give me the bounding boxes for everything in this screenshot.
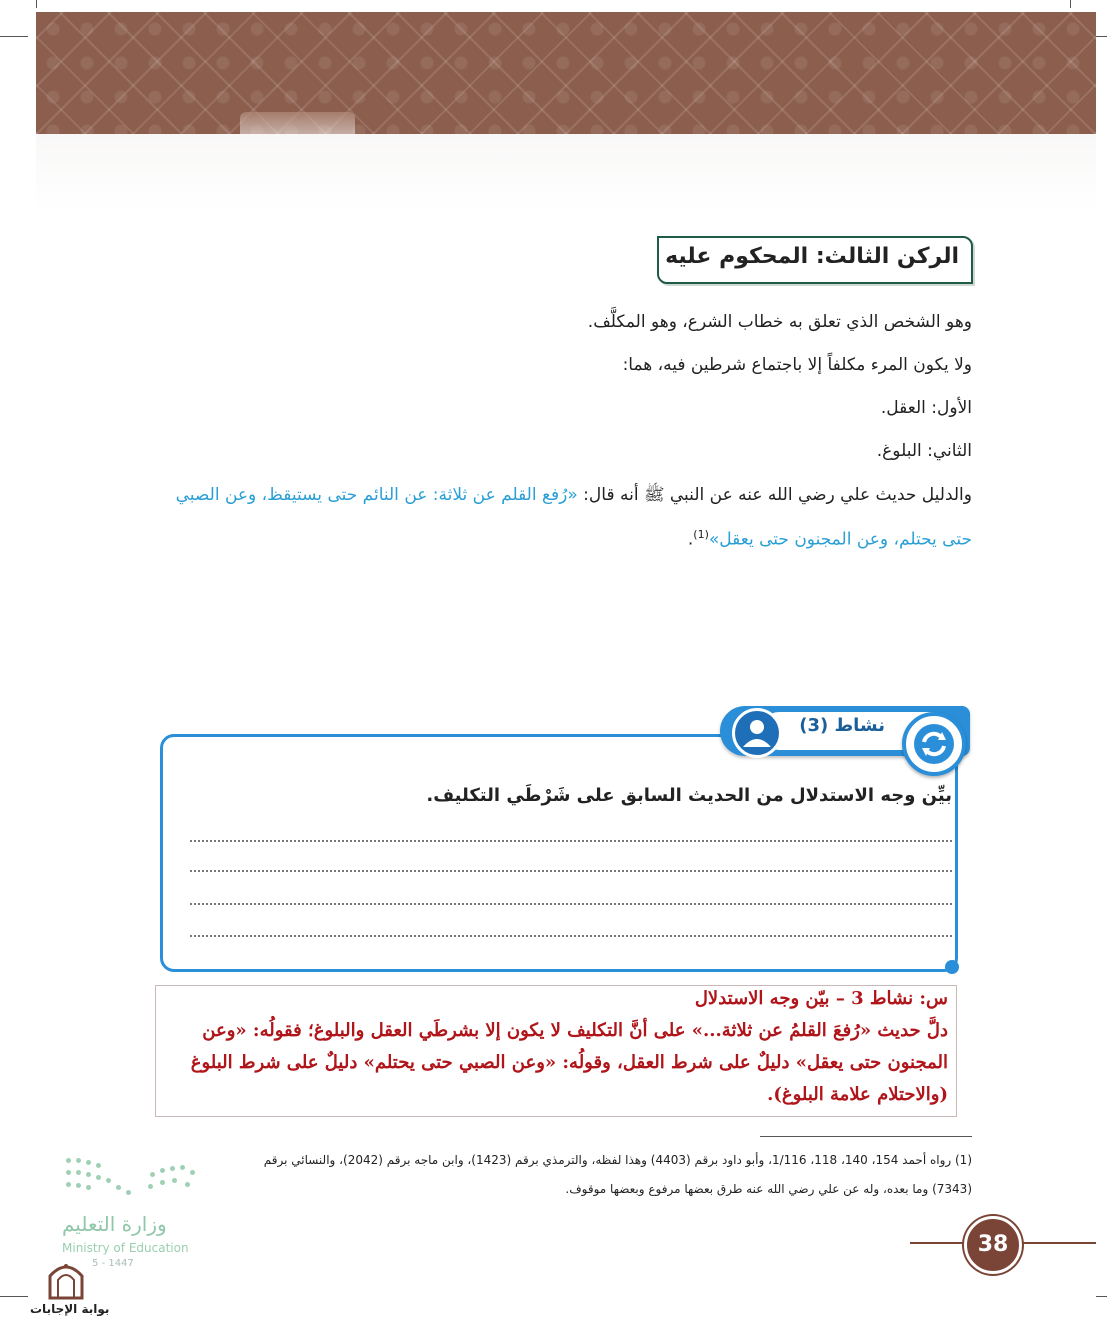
hadith-text: «رُفع القلم عن ثلاثة: عن النائم حتى يستيقظ، وعن الصبي xyxy=(175,485,578,505)
page-number-line xyxy=(910,1242,964,1244)
body-line: الأول: العقل. xyxy=(880,398,972,418)
crop-mark xyxy=(36,0,37,8)
section-title-box xyxy=(657,236,973,284)
crop-mark xyxy=(0,1296,28,1297)
answer-dotted-line[interactable] xyxy=(190,870,952,872)
answer-box xyxy=(155,985,957,1117)
page-number-line xyxy=(1020,1242,1096,1244)
body-text: والدليل حديث علي رضي الله عنه عن النبي ﷺ أنه قال: xyxy=(577,485,972,505)
body-line: الثاني: البلوغ. xyxy=(876,441,972,461)
hadith-line xyxy=(176,484,972,509)
hadith-text: حتى يحتلم، وعن المجنون حتى يعقل» xyxy=(708,529,972,550)
activity-question: بيِّن وجه الاستدلال من الحديث السابق على شَرْطَي التكليف. xyxy=(426,785,952,806)
ministry-name-ar: وزارة التعليم xyxy=(62,1212,167,1236)
refresh-icon xyxy=(902,712,966,776)
activity-title: نشاط (3) xyxy=(799,715,885,736)
answer-dotted-line[interactable] xyxy=(190,935,952,937)
answer-line: س: نشاط 3 – بيّن وجه الاستدلال xyxy=(694,988,948,1009)
body-line: ولا يكون المرء مكلفاً إلا باجتماع شرطين فيه، هما: xyxy=(622,355,972,375)
footnote-rule xyxy=(760,1136,972,1137)
answer-dotted-line[interactable] xyxy=(190,903,952,905)
portal-watermark: بوابة الإجابات xyxy=(30,1302,110,1316)
mosque-logo-icon xyxy=(46,1258,86,1300)
textbook-page xyxy=(36,12,1096,1317)
footnote-line: (7343) وما بعده، وله عن علي رضي الله عنه طرق بعضها مرفوع وبعضها موقوف. xyxy=(565,1182,972,1196)
period: . xyxy=(687,529,694,550)
student-icon xyxy=(732,708,782,758)
footnote-ref[interactable]: (1) xyxy=(693,528,709,541)
page-number: 38 xyxy=(964,1216,1022,1274)
footnote-line: (1) رواه أحمد 154، 140، 118، 1/116، وأبو داود برقم (4403) وهذا لفظه، والترمذي برقم (1423)، وابن ماجه برقم (2042)، والنسائي برقم xyxy=(263,1153,972,1167)
frame-end-dot xyxy=(945,960,959,974)
banner-tab xyxy=(240,112,355,134)
ministry-year: 5 - 1447 xyxy=(92,1258,134,1269)
ministry-name-en: Ministry of Education xyxy=(62,1241,189,1255)
answer-line: المجنون حتى يعقل» دليلٌ على شرط العقل، وقولُه: «وعن الصبي حتى يحتلم» دليلٌ على شرط البلوغ xyxy=(190,1052,948,1073)
answer-dotted-line[interactable] xyxy=(190,840,952,842)
header-banner xyxy=(36,12,1096,134)
body-line: وهو الشخص الذي تعلق به خطاب الشرع، وهو المكلَّف. xyxy=(587,312,972,332)
answer-line: (والاحتلام علامة البلوغ). xyxy=(767,1084,948,1105)
crop-mark xyxy=(1070,0,1071,8)
crop-mark xyxy=(0,36,28,37)
hadith-line xyxy=(688,528,972,550)
section-title: الركن الثالث: المحكوم عليه xyxy=(665,244,959,269)
answer-line: دلَّ حديث «رُفعَ القلمُ عن ثلاثة...» على أنَّ التكليف لا يكون إلا بشرطَي العقل والبلوغ؛ فقولُه: «وعن xyxy=(202,1020,948,1041)
